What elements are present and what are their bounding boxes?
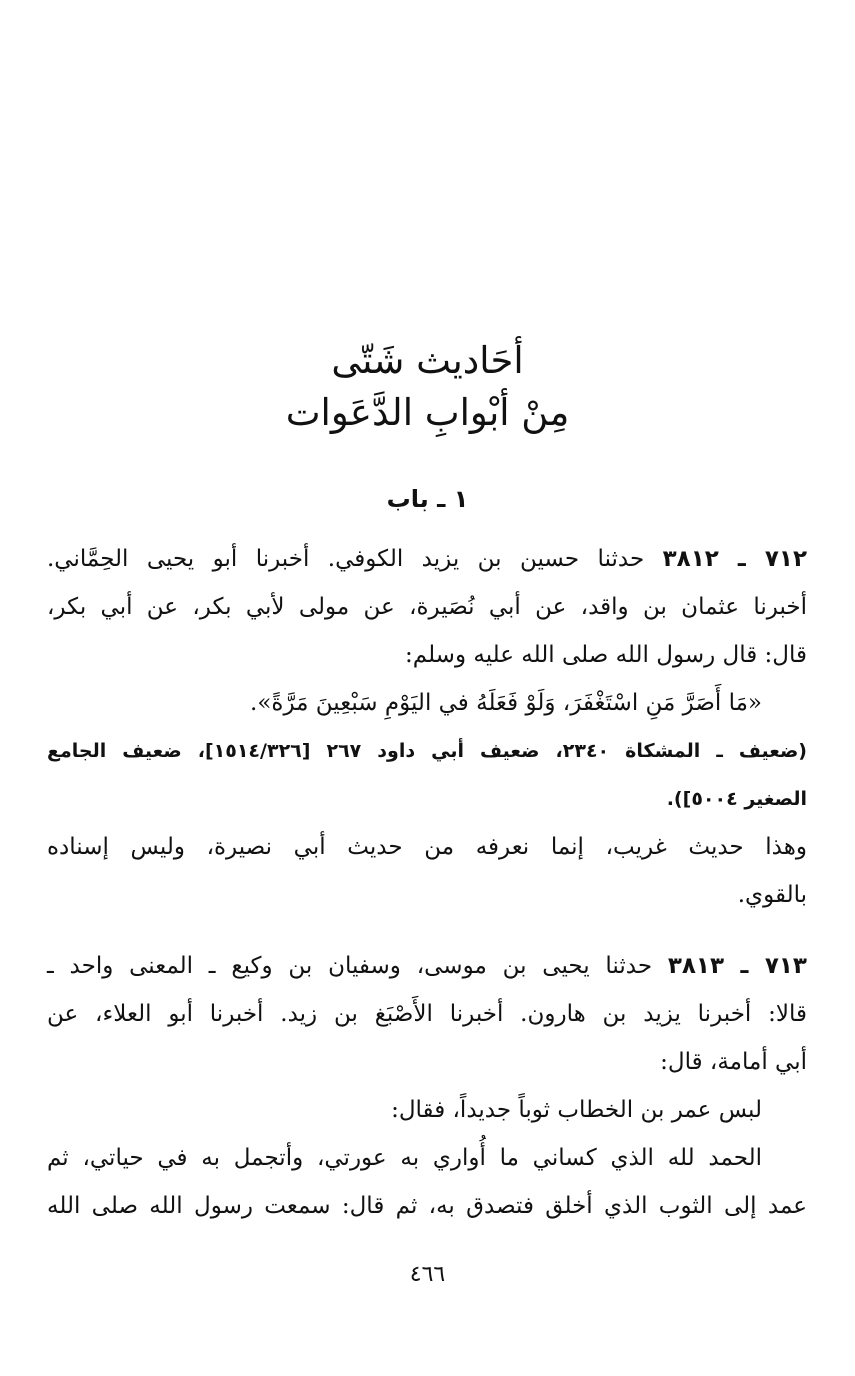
page-number: ٤٦٦ [409, 1262, 446, 1287]
hadith-line: أخبرنا عثمان بن واقد، عن أبي نُصَيرة، عن مولى لأبي بكر، عن أبي بكر، [47, 594, 807, 620]
hadith-713 [47, 942, 807, 1230]
hadith-line [47, 535, 807, 583]
hadith-number: ٧١٢ ـ ٣٨١٢ [662, 546, 807, 572]
hadith-line: الحمد لله الذي كساني ما أُواري به عورتي، وأتجمل به في حياتي، ثم [47, 1145, 762, 1171]
hadith-line: قالا: أخبرنا يزيد بن هارون. أخبرنا الأَصْبَغ بن زيد. أخبرنا أبو العلاء، عن [47, 1001, 807, 1027]
title-line-1: أحَاديث شَتّى [331, 339, 524, 382]
hadith-line: قال: قال رسول الله صلى الله عليه وسلم: [405, 642, 807, 668]
hadith-quote: «مَا أَصَرَّ مَنِ اسْتَغْفَرَ، وَلَوْ فَعَلَهُ في اليَوْمِ سَبْعِينَ مَرَّةً». [250, 690, 762, 716]
section-title [0, 335, 855, 439]
hadith-line: عمد إلى الثوب الذي أخلق فتصدق به، ثم قال: سمعت رسول الله صلى الله [47, 1193, 807, 1219]
hadith-text: حدثنا يحيى بن موسى، وسفيان بن وكيع ـ المعنى واحد ـ [47, 953, 653, 979]
hadith-text: حدثنا حسين بن يزيد الكوفي. أخبرنا أبو يحيى الحِمَّاني. [47, 546, 645, 572]
hadith-line: لبس عمر بن الخطاب ثوباً جديداً، فقال: [391, 1097, 762, 1123]
title-line-2: مِنْ أبْوابِ الدَّعَوات [285, 391, 570, 434]
hadith-comment: بالقوي. [737, 882, 807, 908]
hadith-reference: (ضعيف ـ المشكاة ٢٣٤٠، ضعيف أبي داود ٢٦٧ [١٥١٤/٣٢٦]، ضعيف الجامع [47, 740, 807, 762]
hadith-reference: الصغير ٥٠٠٤]). [666, 788, 807, 810]
hadith-comment: وهذا حديث غريب، إنما نعرفه من حديث أبي نصيرة، وليس إسناده [47, 834, 807, 860]
hadith-712 [47, 535, 807, 919]
hadith-line: أبي أمامة، قال: [660, 1049, 807, 1075]
hadith-number: ٧١٣ ـ ٣٨١٣ [667, 953, 807, 979]
hadith-line [47, 942, 807, 990]
chapter-heading: ١ ـ باب [386, 485, 469, 513]
